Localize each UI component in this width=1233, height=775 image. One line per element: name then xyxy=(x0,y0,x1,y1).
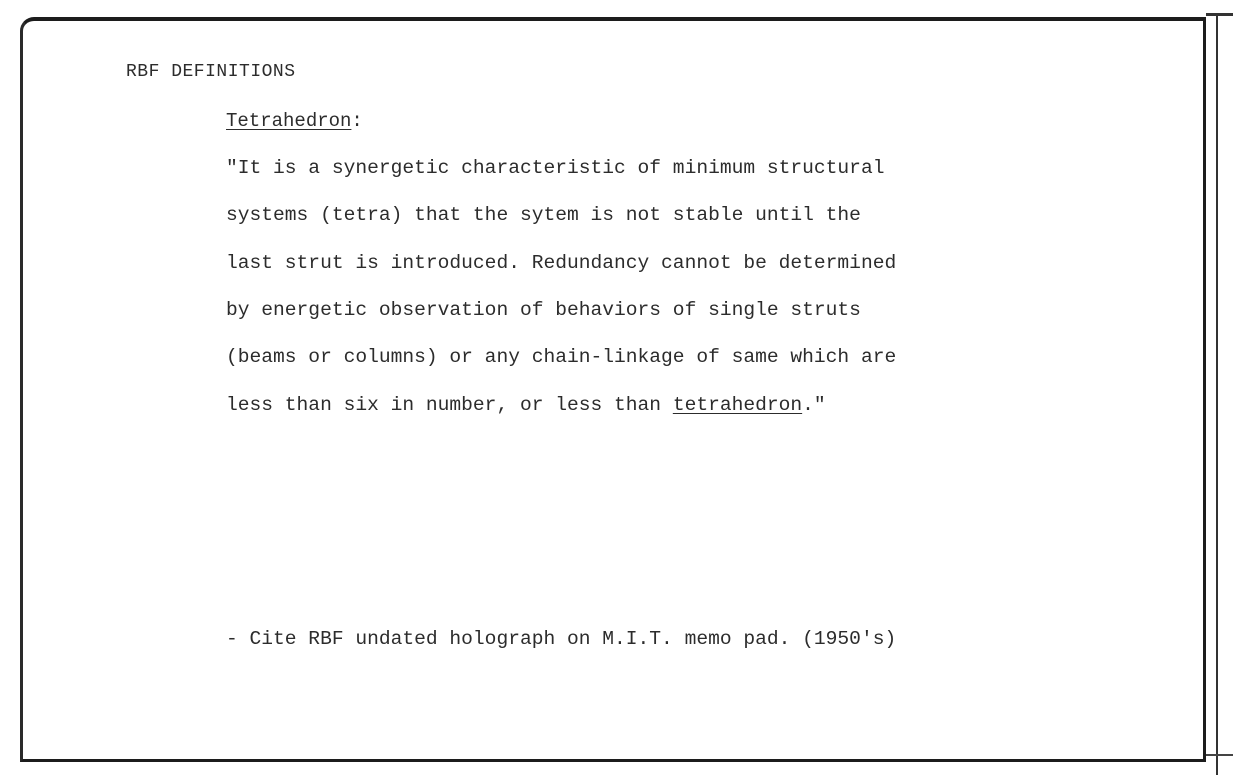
quote-last-suffix: ." xyxy=(802,394,826,416)
quote-line: systems (tetra) that the sytem is not stable until the xyxy=(226,204,861,226)
card-stack-bottom-edge xyxy=(1206,754,1233,756)
quote-last-prefix: less than six in number, or less than xyxy=(226,394,673,416)
quote-line: by energetic observation of behaviors of single struts xyxy=(226,299,861,321)
quote-line: last strut is introduced. Redundancy cannot be determined xyxy=(226,252,897,274)
quote-line-last xyxy=(226,394,826,416)
quote-underlined-term: tetrahedron xyxy=(672,394,803,416)
term-word: Tetrahedron xyxy=(226,110,352,132)
card-stack-top-edge xyxy=(1206,13,1233,16)
card-heading: RBF DEFINITIONS xyxy=(126,62,296,82)
quote-line: "It is a synergetic characteristic of minimum structural xyxy=(226,157,885,179)
quote-line: (beams or columns) or any chain-linkage of same which are xyxy=(226,346,897,368)
citation: - Cite RBF undated holograph on M.I.T. memo pad. (1950's) xyxy=(226,628,897,650)
term-title xyxy=(226,110,363,132)
card-stack-edge xyxy=(1216,15,1218,775)
definition-card xyxy=(20,17,1206,762)
term-colon: : xyxy=(351,110,363,132)
